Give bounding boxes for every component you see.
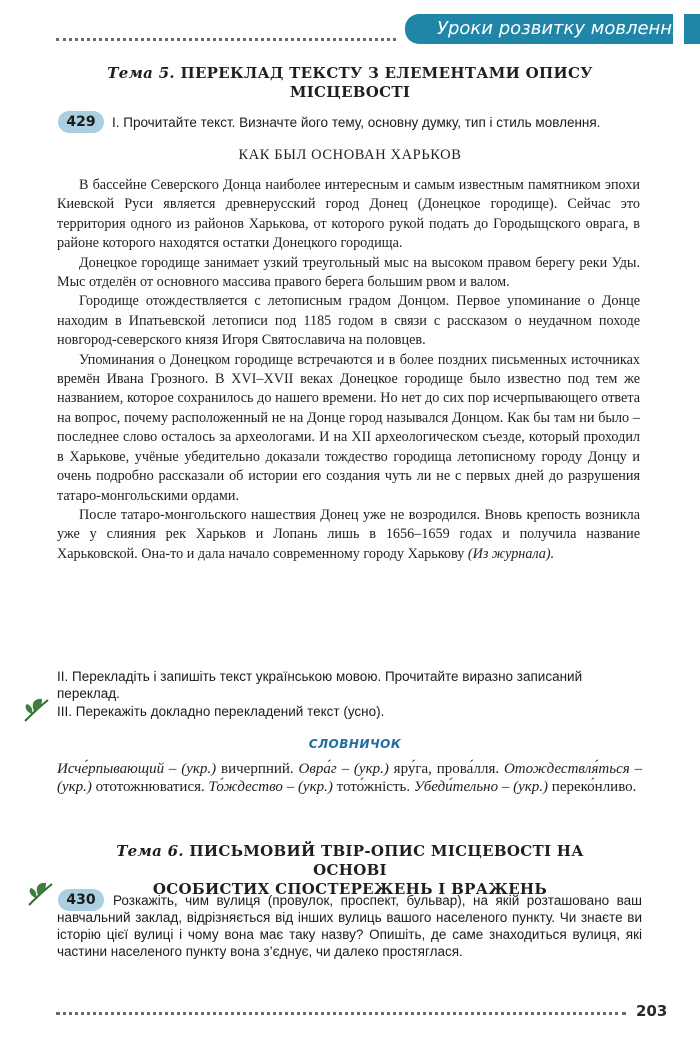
exercise-430-text: Розкажіть, чим вулиця (провулок, проспект, бульвар), на якій розташовано ваш навчальний заклад, відрізняється від інших вулиць вашого населеного пункту. Чи знаєте ви історію цієї вулиці і чому вона має таку назву? Опишіть, де саме знаходиться вулиця, які частини населеного пункту вона з’єднує, чи далеко простяглася. (57, 893, 642, 959)
glossary-title: СЛОВНИЧОК (308, 737, 402, 751)
exercise-429-task1: І. Прочитайте текст. Визначте його тему, основну думку, тип і стиль мовлення. (112, 115, 601, 130)
topic6-heading (80, 842, 620, 899)
glossary-item-1: Исче́рпывающий – (укр.) вичерпний. (57, 761, 294, 777)
glossary-item-3: Отождествля́ться – (укр.) ототожнюватися. (57, 761, 643, 795)
text-source: (Из журнала). (467, 545, 555, 562)
exercise-429-badge: 429 (58, 111, 104, 133)
glossary-item-5: Убеди́тельно – (укр.) переко́нливо. (413, 779, 637, 795)
exercise-429-task2: ІІ. Перекладіть і запишіть текст українською мовою. Прочитайте виразно записаний переклад. (57, 669, 583, 701)
paragraph-4: Упоминания о Донецком городище встречаются и в более поздних письменных источниках времён Ивана Грозного. В XVI–XVII веках Донецкое городище было известно под тем же названием, которое сохранилось до нашего времени. Но нет до сих пор исчерпывающего ответа на вопрос, почему расположенный не на Донце город назывался Донцом. Как бы там ни было – последнее слово осталось за археологами. И на XII археологическом съезде, который проходил в Харькове, учёные убедительно доказали тождество городища летописному городу Донцу и очень подробно рассказали об истории его создания чуть ли не с первых дней до разрушения татаро-монгольскими ордами. (57, 351, 640, 504)
exercise-430-badge: 430 (58, 889, 104, 911)
glossary (57, 760, 642, 796)
top-dotted-rule (56, 38, 396, 41)
section-banner: Уроки розвитку мовлення (405, 14, 673, 44)
paragraph-1: В бассейне Северского Донца наиболее интересным и самым известным памятником эпохи Киевской Руси является древнерусский город Донец (Донецкое городище). Сейчас это территория одного из районов Харькова, от которого рукой подать до Городыщского оврага, в районе которого находятся остатки Донецкого городища. (57, 177, 640, 252)
topic5-label: Тема 5. (107, 64, 175, 82)
bottom-dotted-rule (56, 1012, 626, 1015)
topic5-title-line1: ПЕРЕКЛАД ТЕКСТУ З ЕЛЕМЕНТАМИ ОПИСУ (180, 64, 593, 82)
paragraph-5-wrap (57, 506, 640, 564)
leaf-icon (22, 696, 52, 724)
paragraph-2: Донецкое городище занимает узкий треугольный мыс на высоком правом берегу реки Уды. Мыс отделён от основного массива правого берега большим рвом и валом. (57, 254, 640, 291)
leaf-icon (26, 880, 56, 908)
topic6-label: Тема 6. (116, 842, 184, 860)
topic6-title-line2: ОСОБИСТИХ СПОСТЕРЕЖЕНЬ І ВРАЖЕНЬ (152, 880, 548, 898)
topic6-title-line1: ПИСЬМОВИЙ ТВІР-ОПИС МІСЦЕВОСТІ НА ОСНОВІ (189, 842, 584, 879)
paragraph-5: После татаро-монгольского нашествия Донец уже не возродился. Вновь крепость возникла уже у слияния рек Харьков и Лопань лишь в 1656–1659 годах и получила название Харьковской. Она-то и дала начало современному городу Харькову (57, 506, 640, 562)
topic5-heading (80, 64, 620, 102)
text-title: КАК БЫЛ ОСНОВАН ХАРЬКОВ (238, 147, 462, 163)
banner-edge-tab (684, 14, 700, 44)
russian-text (57, 176, 640, 564)
page-number: 203 (636, 1002, 668, 1020)
exercise-429-task3: ІІІ. Перекажіть докладно перекладений текст (усно). (57, 704, 385, 719)
glossary-item-4: То́ждество – (укр.) тото́жність. (208, 779, 411, 795)
topic5-title-line2: МІСЦЕВОСТІ (289, 83, 411, 101)
glossary-item-2: Овра́г – (укр.) яру́га, прова́лля. (298, 761, 500, 777)
paragraph-3: Городище отождествляется с летописным градом Донцом. Первое упоминание о Донце находим в Ипатьевской летописи под 1185 годом в связи с рассказом о неудачном походе новгород-северского князя Игоря Святославича на половцев. (57, 293, 640, 349)
